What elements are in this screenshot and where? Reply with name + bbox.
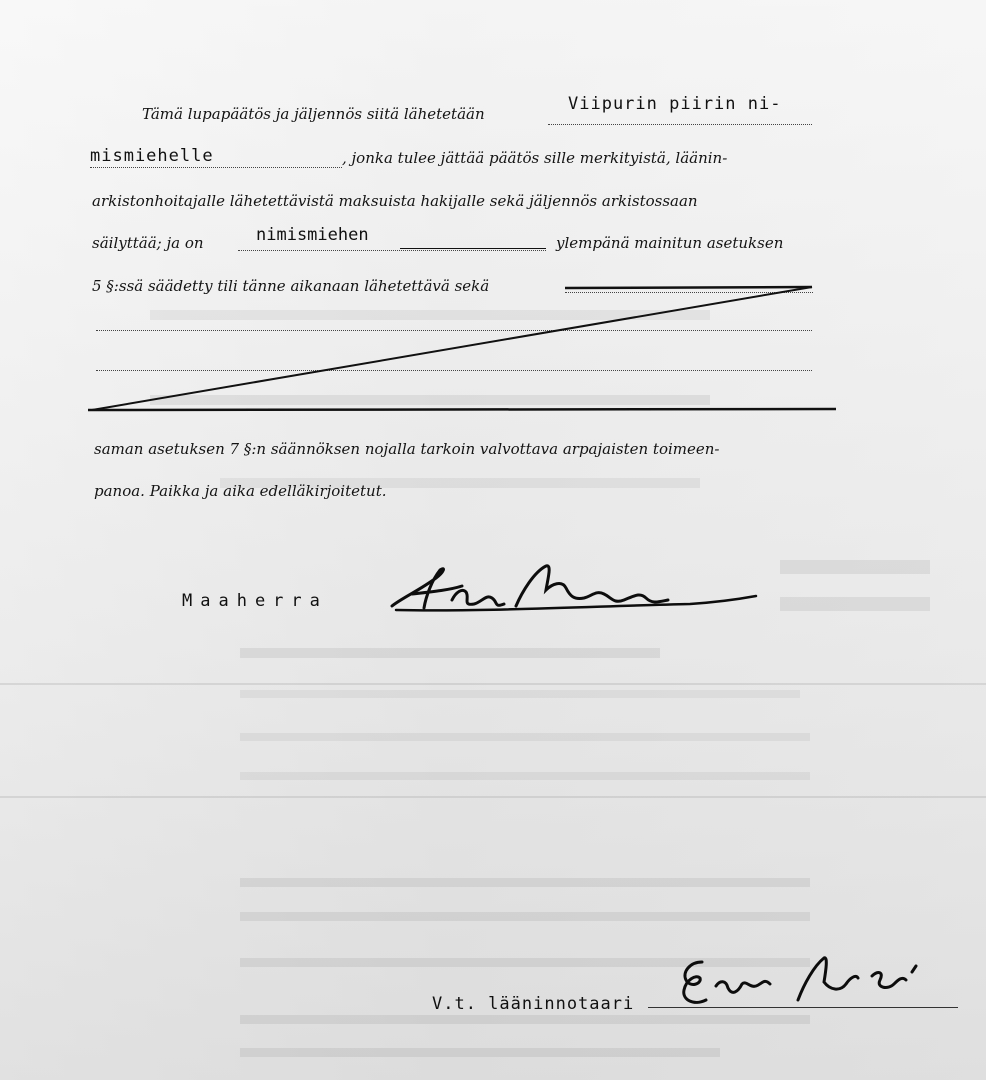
- typed-fill-3: nimismiehen: [256, 225, 369, 245]
- strike-top-line: [565, 287, 812, 288]
- body-line-7: panoa. Paikka ja aika edelläkirjoitetut.: [94, 482, 387, 500]
- notary-signature-image: [684, 958, 916, 1003]
- notary-title: V.t. lääninnotaari: [432, 994, 635, 1014]
- governor-signature-image: [392, 566, 756, 611]
- body-line-4-start: säilyttää; ja on: [92, 234, 204, 252]
- body-line-6: saman asetuksen 7 §:n säännöksen nojalla tarkoin valvottava arpajaisten toimeen-: [94, 440, 720, 458]
- body-line-2: , jonka tulee jättää päätös sille merkityistä, läänin-: [342, 149, 728, 167]
- body-line-5: 5 §:ssä säädetty tili tänne aikanaan lähetettävä sekä: [92, 277, 490, 295]
- governor-title: Maaherra: [182, 591, 328, 611]
- strike-diagonal: [92, 287, 812, 410]
- body-line-3: arkistonhoitajalle lähetettävistä maksuista hakijalle sekä jäljennös arkistossaan: [92, 192, 698, 210]
- body-line-4-end: ylempänä mainitun asetuksen: [556, 234, 784, 252]
- typed-fill-2: mismiehelle: [90, 146, 214, 166]
- strike-bottom-line: [88, 409, 836, 410]
- body-line-1: Tämä lupapäätös ja jäljennös siitä lähetetään: [142, 105, 485, 123]
- typed-fill-1: Viipurin piirin ni-: [568, 94, 782, 114]
